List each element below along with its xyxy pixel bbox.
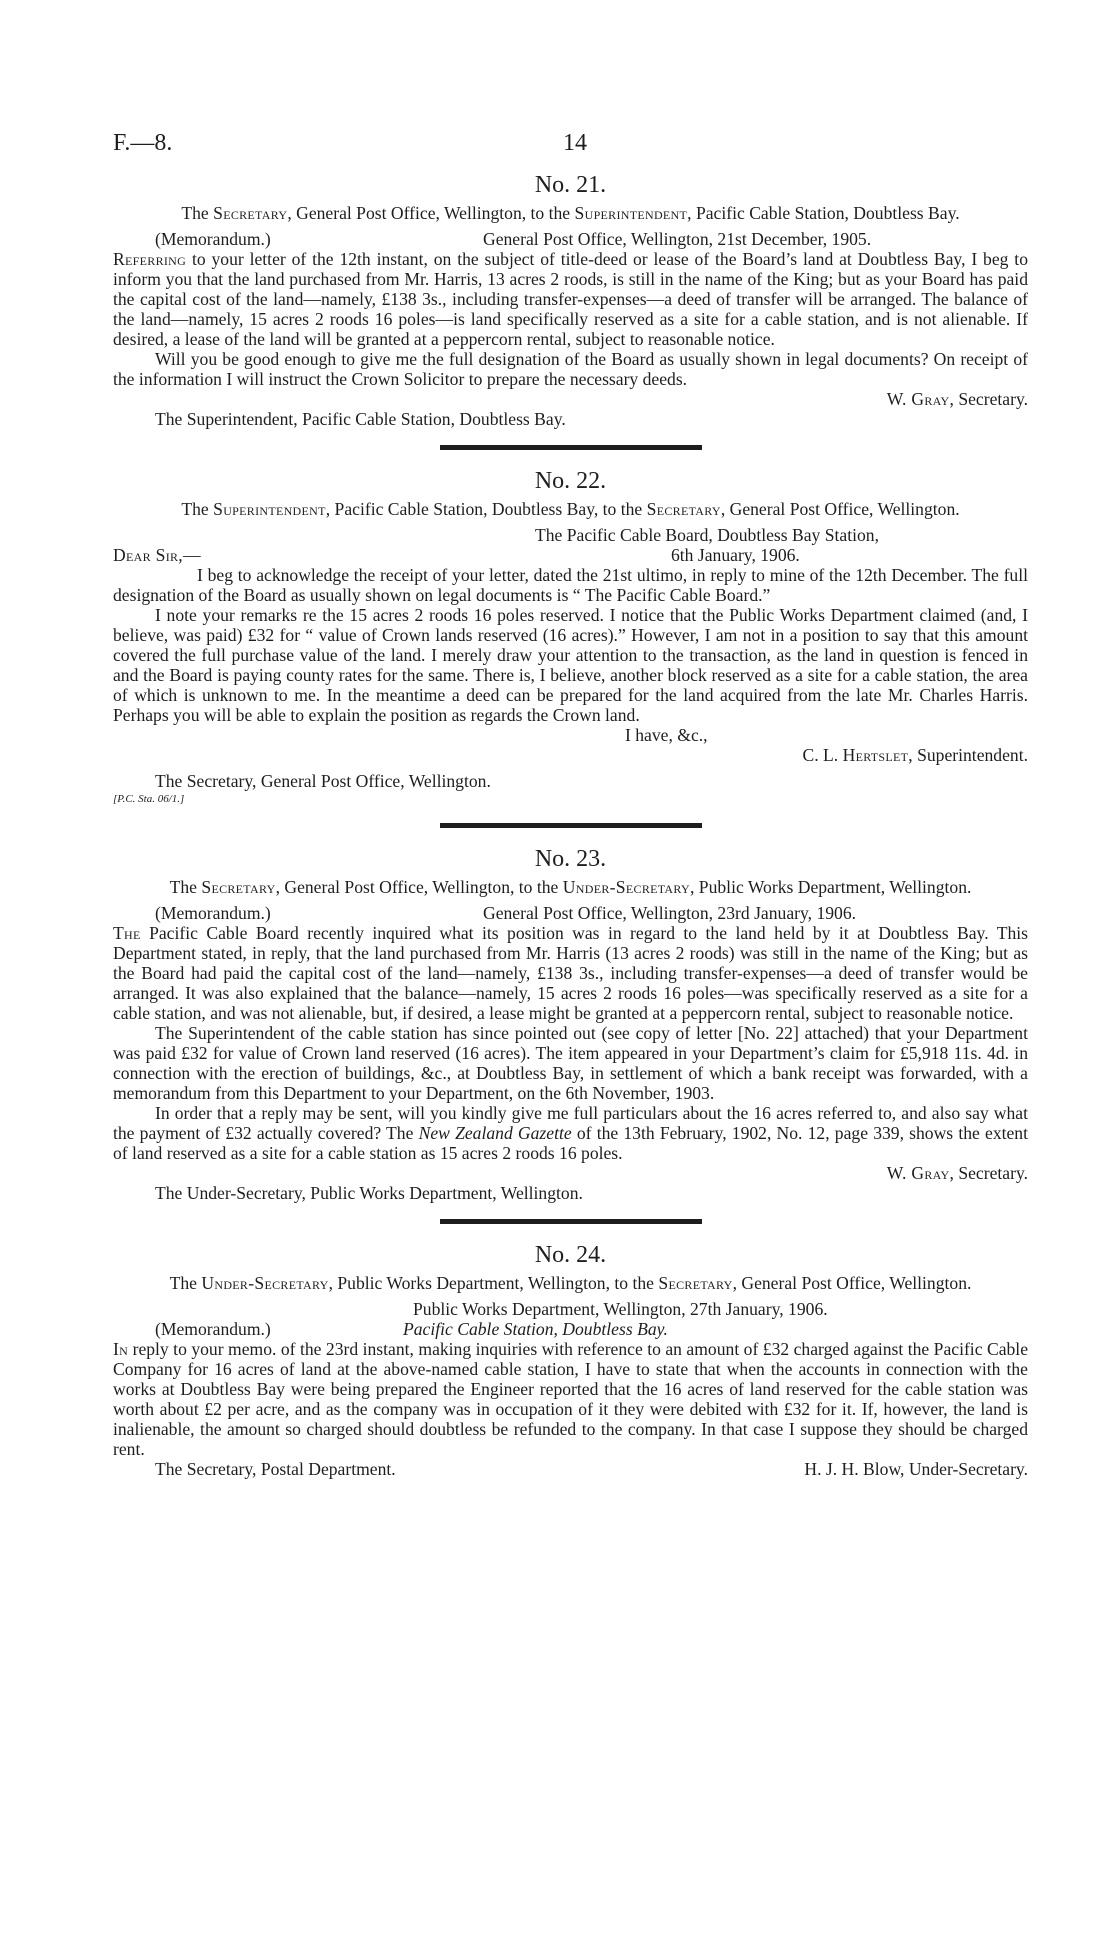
letter-no-22 — [113, 468, 1028, 807]
closing: I have, &c., — [625, 725, 708, 745]
salutation: Dear Sir,— — [113, 545, 201, 565]
letter-no-24 — [113, 1242, 1028, 1479]
memo-dateline-row — [113, 229, 1028, 249]
dateline: General Post Office, Wellington, 21st December, 1905. — [483, 229, 872, 249]
signature: W. Gray, Secretary. — [886, 1163, 1028, 1183]
letter-body: In reply to your memo. of the 23rd instant, making inquiries with reference to an amount of £32 charged against the Pacific Cable Company for 16 acres of land at the above-named cable station, I have to state that when the accounts in connection with the works at Doubtless Bay were being prepared the Engineer reported that the 16 acres of land reserved for the cable station was worth about £2 per acre, and as the company was in occupation of it they were debited with £32 for it. If, however, the land is inalienable, the amount so charged should doubtless be refunded to the company. In that case I suppose they should be charged rent. — [113, 1339, 1028, 1459]
memo-subject: Pacific Cable Station, Doubtless Bay. — [403, 1319, 668, 1339]
page-number: 14 — [563, 130, 587, 156]
recipient: The Secretary, General Post Office, Wellington. — [155, 771, 491, 791]
recipient-row — [113, 409, 1028, 429]
dateline-row — [113, 1299, 1028, 1319]
recipient: The Under-Secretary, Public Works Department, Wellington. — [155, 1183, 583, 1203]
letter-address: The Secretary, General Post Office, Wellington, to the Superintendent, Pacific Cable Station, Doubtless Bay. — [181, 203, 960, 223]
page-header — [113, 130, 1028, 164]
parliamentary-paper-ref: F.—8. — [113, 130, 173, 156]
memo-dateline-row — [113, 903, 1028, 923]
dateline: The Pacific Cable Board, Doubtless Bay Station, — [535, 525, 879, 545]
letter-body: Will you be good enough to give me the full designation of the Board as usually shown in legal documents? On receipt of the information I will instruct the Crown Solicitor to prepare the necessary deeds. — [113, 349, 1028, 389]
recipient-row — [113, 1183, 1028, 1203]
document-page — [113, 130, 1028, 1479]
dateline: General Post Office, Wellington, 23rd January, 1906. — [483, 903, 857, 923]
letter-number: No. 21. — [534, 172, 607, 198]
memo-type: (Memorandum.) — [155, 903, 271, 923]
letter-no-23 — [113, 846, 1028, 1203]
section-divider — [440, 445, 702, 450]
letter-body: Referring to your letter of the 12th instant, on the subject of title-deed or lease of the Board’s land at Doubtless Bay, I beg to inform you that the land purchased from Mr. Harris, 13 acres 2 roods, is still in the name of the King; but as your Board has paid the capital cost of the land—namely, £138 3s., including transfer-expenses—a deed of transfer will be arranged. The balance of the land—namely, 15 acres 2 roods 16 poles—is land specifically reserved as a site for a cable station, and is not alienable. If desired, a lease of the land will be granted at a peppercorn rental, subject to reasonable notice. — [113, 249, 1028, 349]
salutation-row — [113, 545, 1028, 565]
signature-row — [113, 1163, 1028, 1183]
section-divider — [440, 823, 702, 828]
recipient-signature-row — [113, 1459, 1028, 1479]
letter-body: The Superintendent of the cable station has since pointed out (see copy of letter [No. 22] attached) that your Department was paid £32 for value of Crown land reserved (16 acres). The item appeared in your Department’s claim for £5,918 11s. 4d. in connection with the erection of buildings, &c., at Doubtless Bay, in settlement of which a bank receipt was forwarded, with a memorandum from this Department to your Department, on the 6th November, 1903. — [113, 1023, 1028, 1103]
letter-body: I beg to acknowledge the receipt of your letter, dated the 21st ultimo, in reply to mine of the 12th December. The full designation of the Board as usually shown on legal documents is “ The Pacific Cable Board.” — [113, 565, 1028, 605]
signature: C. L. Hertslet, Superintendent. — [802, 745, 1028, 765]
dateline-row — [113, 525, 1028, 545]
letter-number: No. 24. — [534, 1242, 607, 1268]
letter-body: The Pacific Cable Board recently inquired what its position was in regard to the land held by it at Doubtless Bay. This Department stated, in reply, that the land purchased from Mr. Harris (13 acres 2 roods) was still in the name of the King; but as the Board had paid the capital cost of the land—namely, £138 3s., including transfer-expenses—a deed of transfer would be arranged. It was also explained that the balance—namely, 15 acres 2 roods 16 poles—was specifically reserved as a site for a cable station, and was not alienable, but, if desired, a lease might be granted at a peppercorn rental, subject to reasonable notice. — [113, 923, 1028, 1023]
recipient: The Superintendent, Pacific Cable Station, Doubtless Bay. — [155, 409, 566, 429]
memo-type: (Memorandum.) — [155, 229, 271, 249]
file-reference: [P.C. Sta. 06/1.] — [113, 793, 185, 805]
letter-address: The Superintendent, Pacific Cable Station, Doubtless Bay, to the Secretary, General Post Office, Wellington. — [181, 499, 960, 519]
letter-no-21 — [113, 172, 1028, 429]
dateline: Public Works Department, Wellington, 27th January, 1906. — [413, 1299, 828, 1319]
letter-address: The Secretary, General Post Office, Wellington, to the Under-Secretary, Public Works Department, Wellington. — [169, 877, 972, 897]
recipient: The Secretary, Postal Department. — [155, 1459, 396, 1479]
memo-subject-row — [113, 1319, 1028, 1339]
signature-row — [113, 389, 1028, 409]
letter-number: No. 23. — [534, 846, 607, 872]
recipient-row — [113, 771, 1028, 791]
letter-number: No. 22. — [534, 468, 607, 494]
signature: H. J. H. Blow, Under-Secretary. — [804, 1459, 1028, 1479]
memo-type: (Memorandum.) — [155, 1319, 271, 1339]
closing-row — [113, 725, 1028, 745]
file-ref-row — [113, 791, 1028, 807]
dateline-date: 6th January, 1906. — [671, 545, 800, 565]
signature: W. Gray, Secretary. — [886, 389, 1028, 409]
signature-row — [113, 745, 1028, 765]
letter-body: I note your remarks re the 15 acres 2 roods 16 poles reserved. I notice that the Public Works Department claimed (and, I believe, was paid) £32 for “ value of Crown lands reserved (16 acres).” However, I am not in a position to say that this amount covered the full purchase value of the land. I merely draw your attention to the transaction, as the land in question is fenced in and the Board is paying county rates for the same. There is, I believe, another block reserved as a site for a cable station, the area of which is unknown to me. In the meantime a deed can be prepared for the land acquired from the late Mr. Charles Harris. Perhaps you will be able to explain the position as regards the Crown land. — [113, 605, 1028, 725]
letter-body: In order that a reply may be sent, will you kindly give me full particulars about the 16 acres referred to, and also say what the payment of £32 actually covered? The New Zealand Gazette of the 13th February, 1902, No. 12, page 339, shows the extent of land reserved as a site for a cable station as 15 acres 2 roods 16 poles. — [113, 1103, 1028, 1163]
letter-address: The Under-Secretary, Public Works Department, Wellington, to the Secretary, General Post Office, Wellington. — [169, 1273, 972, 1293]
section-divider — [440, 1219, 702, 1224]
